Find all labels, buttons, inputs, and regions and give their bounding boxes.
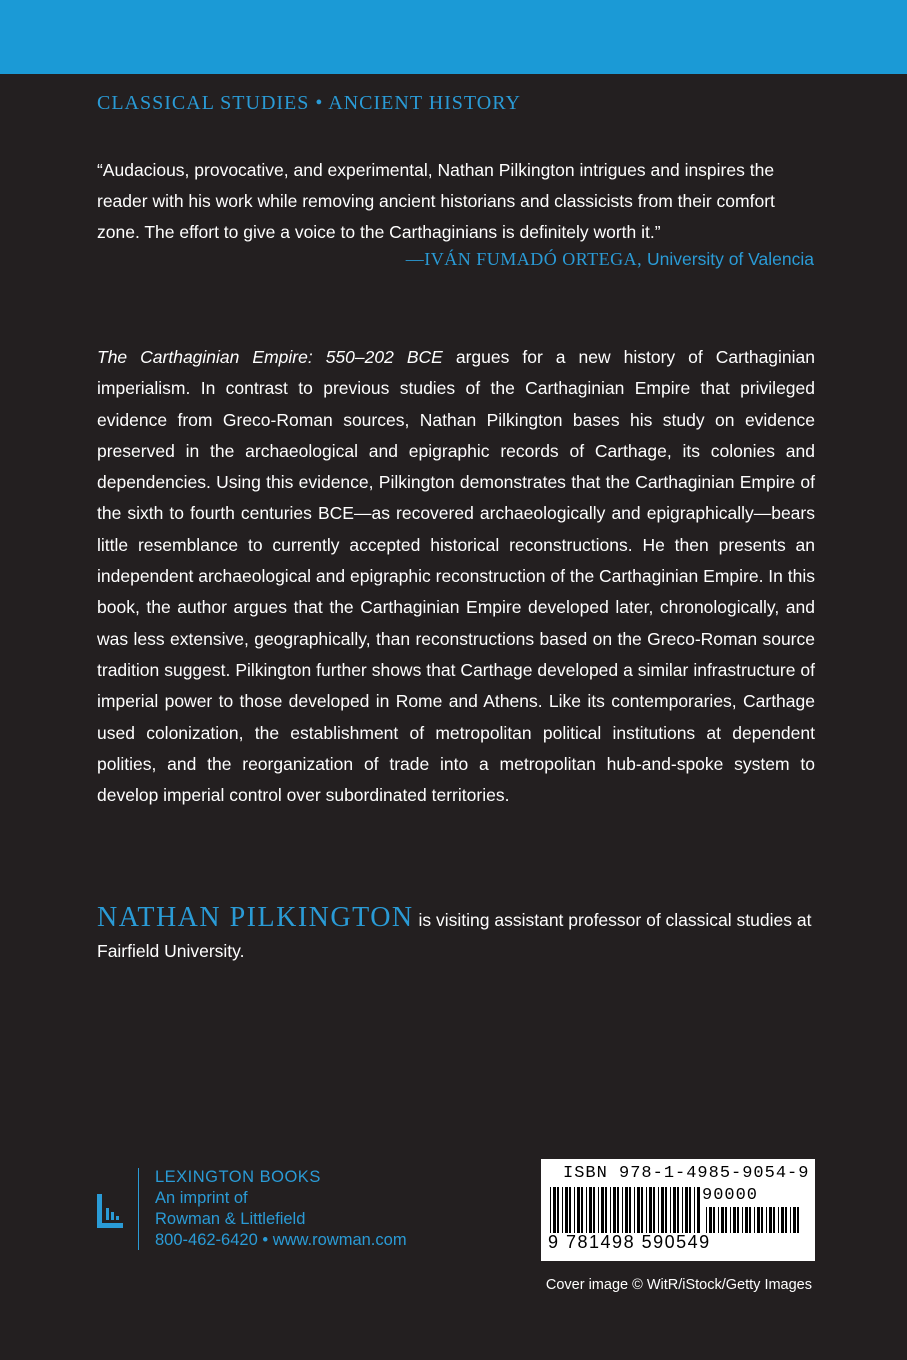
barcode-bar xyxy=(569,1187,571,1233)
barcode-bar xyxy=(761,1207,763,1233)
barcode-bar xyxy=(677,1187,679,1233)
lexington-logo-icon xyxy=(97,1194,123,1228)
isbn-barcode xyxy=(550,1187,702,1233)
barcode-bar xyxy=(670,1187,671,1233)
barcode-bar xyxy=(629,1187,631,1233)
barcode-bar xyxy=(754,1207,755,1233)
barcode-bar xyxy=(793,1207,796,1233)
barcode-bar xyxy=(709,1207,712,1233)
reviewer-affiliation: University of Valencia xyxy=(642,249,814,269)
barcode-bar xyxy=(694,1187,695,1233)
publisher-parent: Rowman & Littlefield xyxy=(155,1210,306,1228)
barcode-bar xyxy=(581,1187,583,1233)
barcode-bar xyxy=(757,1207,760,1233)
barcode-bar xyxy=(574,1187,575,1233)
publisher-name: LEXINGTON BOOKS xyxy=(155,1168,321,1186)
barcode-bar xyxy=(605,1187,607,1233)
barcode-bar xyxy=(737,1207,739,1233)
author-name: NATHAN PILKINGTON xyxy=(97,902,414,933)
barcode-bar xyxy=(557,1187,559,1233)
barcode-bar xyxy=(730,1207,731,1233)
barcode-digits: 9 781498 590549 xyxy=(548,1232,711,1252)
barcode-bar xyxy=(653,1187,655,1233)
publisher-divider xyxy=(138,1168,139,1250)
barcode-bar xyxy=(577,1187,580,1233)
barcode-bar xyxy=(665,1187,667,1233)
barcode-bar xyxy=(682,1187,683,1233)
author-bio xyxy=(97,902,815,967)
cover-image-credit: Cover image © WitR/iStock/Getty Images xyxy=(545,1277,812,1293)
barcode-bar xyxy=(742,1207,743,1233)
category-label: CLASSICAL STUDIES • ANCIENT HISTORY xyxy=(97,92,521,114)
barcode-bar xyxy=(649,1187,652,1233)
barcode-bar xyxy=(773,1207,775,1233)
barcode-bar xyxy=(634,1187,635,1233)
barcode-bar xyxy=(721,1207,724,1233)
barcode-bar xyxy=(769,1207,772,1233)
author-bio-text: is visiting assistant professor of classical studies at Fairfield University. xyxy=(97,910,812,961)
barcode-bar xyxy=(553,1187,556,1233)
barcode-bar xyxy=(749,1207,751,1233)
publisher-imprint-label: An imprint of xyxy=(155,1189,248,1207)
top-color-band xyxy=(0,0,907,74)
book-description xyxy=(97,342,815,811)
barcode-bar xyxy=(613,1187,616,1233)
barcode-bar xyxy=(625,1187,628,1233)
isbn-label: ISBN 978-1-4985-9054-9 xyxy=(563,1164,810,1183)
barcode-bar xyxy=(725,1207,727,1233)
barcode-bar xyxy=(641,1187,643,1233)
barcode-bar xyxy=(661,1187,664,1233)
reviewer-name: —IVÁN FUMADÓ ORTEGA, xyxy=(405,249,643,269)
barcode-bar xyxy=(718,1207,719,1233)
barcode-bar xyxy=(610,1187,611,1233)
review-attribution xyxy=(406,249,814,270)
barcode-bar xyxy=(622,1187,623,1233)
barcode-bar xyxy=(689,1187,691,1233)
price-barcode xyxy=(706,1207,806,1233)
barcode-bar xyxy=(601,1187,604,1233)
barcode-bar xyxy=(637,1187,640,1233)
barcode-bar xyxy=(673,1187,676,1233)
barcode-bar xyxy=(589,1187,592,1233)
barcode-bar xyxy=(778,1207,779,1233)
barcode-bar xyxy=(598,1187,599,1233)
price-code: 90000 xyxy=(702,1186,759,1205)
publisher-contact: 800-462-6420 • www.rowman.com xyxy=(155,1231,407,1249)
barcode-bar xyxy=(617,1187,619,1233)
barcode-bar xyxy=(685,1187,688,1233)
barcode-bar xyxy=(593,1187,595,1233)
barcode-bar xyxy=(565,1187,568,1233)
review-quote: “Audacious, provocative, and experimental, Nathan Pilkington intrigues and inspires the reader with his work while removing ancient historians and classicists from their comfort zone. The effort to give a voice to the Carthaginians is definitely worth it.” xyxy=(97,160,775,242)
barcode-bar xyxy=(658,1187,659,1233)
barcode-bar xyxy=(697,1187,700,1233)
barcode-bar xyxy=(706,1207,707,1233)
barcode-bar xyxy=(766,1207,767,1233)
barcode-bar xyxy=(586,1187,587,1233)
description-body: argues for a new history of Carthaginian imperialism. In contrast to previous studies of the Carthaginian Empire that privileged evidence from Greco-Roman sources, Nathan Pilkington bases his study on evidence preserved in the archaeological and epigraphic records of Carthage, its colonies and dependencies. Using this evidence, Pilkington demonstrates that the Carthaginian Empire of the sixth to fourth centuries BCE—as recovered archaeologically and epigraphically—bears little resemblance to currently accepted historical reconstructions. He then presents an independent archaeological and epigraphic reconstruction of the Carthaginian Empire. In this book, the author argues that the Carthaginian Empire developed later, chronologically, and was less extensive, geographically, than reconstructions based on the Greco-Roman source tradition suggest. Pilkington further shows that Carthage developed a similar infrastructure of imperial power to those developed in Rome and Athens. Like its contemporaries, Carthage used colonization, the establishment of metropolitan political institutions at dependent polities, and the reorganization of trade into a metropolitan hub-and-spoke system to develop imperial control over subordinated territories. xyxy=(97,347,816,806)
barcode-bar xyxy=(733,1207,736,1233)
barcode-bar xyxy=(797,1207,799,1233)
barcode-bar xyxy=(781,1207,784,1233)
barcode-bar xyxy=(562,1187,563,1233)
barcode-bar xyxy=(550,1187,551,1233)
barcode-bar xyxy=(790,1207,791,1233)
barcode-bar xyxy=(646,1187,647,1233)
book-title-italic: The Carthaginian Empire: 550–202 BCE xyxy=(97,347,443,367)
barcode-bar xyxy=(745,1207,748,1233)
barcode-bar xyxy=(713,1207,715,1233)
publisher-info xyxy=(155,1167,407,1251)
barcode-bar xyxy=(785,1207,787,1233)
